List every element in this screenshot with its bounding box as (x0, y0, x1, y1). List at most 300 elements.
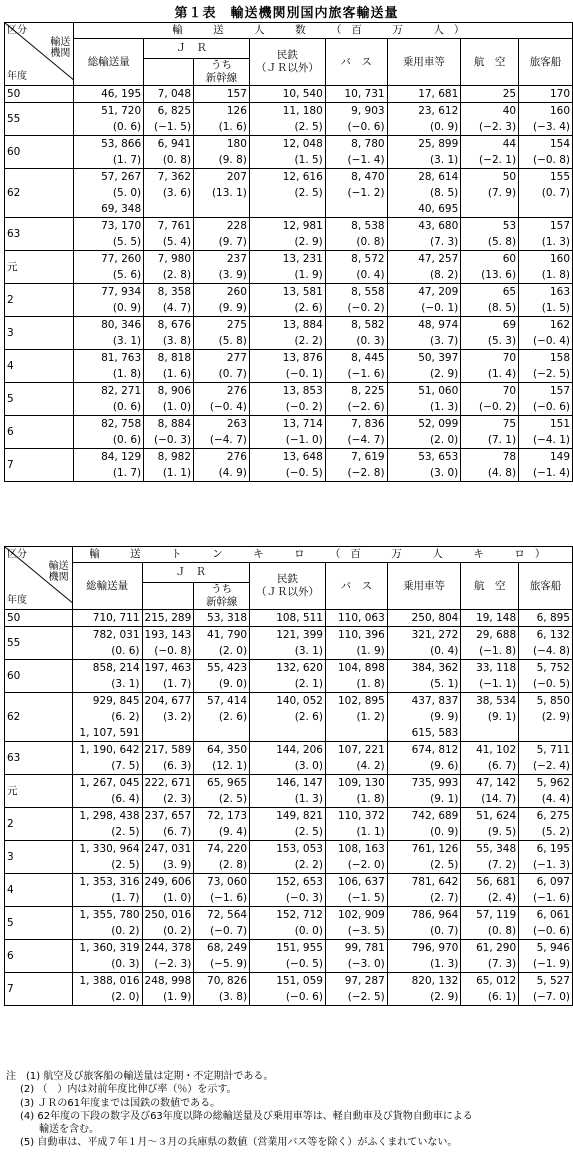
cell-air (461, 218, 519, 251)
row-year: 2 (5, 808, 73, 841)
cell-line: 12, 616 (282, 171, 323, 183)
cell-shin (194, 86, 250, 103)
cell-air (461, 907, 519, 940)
cell-line: (2. 6) (218, 711, 248, 723)
cell-shin (194, 350, 250, 383)
cell-car (387, 383, 461, 416)
cell-car (387, 251, 461, 284)
cell-car (387, 103, 461, 136)
cell-line: (1. 0) (163, 892, 192, 904)
cell-air (461, 350, 519, 383)
row-year: 4 (5, 874, 73, 907)
cell-line: 70, 826 (207, 975, 248, 987)
cell-line: (1. 7) (163, 678, 192, 690)
cell-line: (−1. 4) (347, 154, 385, 166)
cell-line: 109, 130 (338, 777, 385, 789)
cell-car (387, 449, 461, 482)
cell-line: 735, 993 (411, 777, 459, 789)
cell-line: (0. 9) (430, 826, 459, 838)
cell-line: 6, 825 (157, 105, 192, 117)
cell-ship (519, 317, 573, 350)
cell-line: (2. 3) (163, 793, 192, 805)
cell-line: 275 (226, 319, 247, 331)
cell-bus (325, 874, 387, 907)
cell-line: (1. 3) (430, 401, 459, 413)
cell-car (387, 218, 461, 251)
cell-ship (519, 841, 573, 874)
cell-line: (1. 2) (356, 711, 385, 723)
cell-line: (−2. 3) (479, 121, 517, 133)
cell-line: (0. 3) (111, 958, 140, 970)
cell-shin (194, 693, 250, 742)
cell-line: 162 (549, 319, 570, 331)
col-header-total: 総輸送量 (72, 563, 142, 610)
cell-ship (519, 610, 573, 627)
cell-line: 149 (549, 451, 570, 463)
cell-shin (194, 449, 250, 482)
cell-line: (−1. 0) (285, 434, 323, 446)
cell-shin (194, 775, 250, 808)
cell-bus (325, 610, 387, 627)
cell-line: 796, 970 (411, 942, 459, 954)
cell-total (74, 103, 144, 136)
cell-total (72, 907, 142, 940)
col-header-air: 航 空 (461, 39, 519, 86)
cell-line: (0. 0) (294, 925, 323, 937)
cell-line: 615, 583 (411, 727, 459, 739)
cell-line: (−0. 4) (209, 401, 247, 413)
page-title: 第１表 輸送機関別国内旅客輸送量 (174, 6, 399, 21)
cell-line: 53, 653 (418, 451, 459, 463)
cell-total (72, 660, 142, 693)
cell-line: (2. 6) (294, 302, 323, 314)
cell-car (387, 136, 461, 169)
cell-jr (142, 808, 194, 841)
cell-jr (144, 317, 194, 350)
cell-line: (−1. 6) (210, 892, 248, 904)
cell-total (72, 610, 142, 627)
cell-line: 29, 688 (476, 629, 517, 641)
cell-line: 61, 290 (476, 942, 517, 954)
note-4-cont: 輸送を含む。 (39, 1124, 99, 1136)
cell-jr (144, 383, 194, 416)
cell-private (249, 169, 325, 218)
cell-line: (2. 5) (294, 187, 323, 199)
cell-jr (142, 693, 194, 742)
cell-line: (1. 8) (112, 368, 142, 380)
cell-line: 1, 107, 591 (79, 727, 140, 739)
cell-line: 33, 118 (476, 662, 517, 674)
cell-air (461, 742, 519, 775)
cell-line: 250, 016 (144, 909, 192, 921)
cell-car (387, 350, 461, 383)
cell-line: 237, 657 (144, 810, 192, 822)
cell-shin (194, 218, 250, 251)
cell-line: (2. 9) (430, 368, 459, 380)
cell-ship (519, 103, 573, 136)
cell-line: (−3. 0) (347, 958, 385, 970)
cell-line: 155 (549, 171, 570, 183)
cell-private (250, 775, 326, 808)
cell-line: 321, 272 (411, 629, 459, 641)
cell-car (387, 841, 461, 874)
cell-line: 17, 681 (418, 88, 459, 100)
cell-bus (325, 907, 387, 940)
cell-line: 121, 399 (276, 629, 323, 641)
cell-line: 8, 558 (351, 286, 385, 298)
cell-line: (1. 6) (218, 121, 247, 133)
cell-line: (2. 5) (218, 793, 248, 805)
cell-bus (325, 317, 387, 350)
cell-bus (325, 627, 387, 660)
cell-ship (519, 449, 573, 482)
cell-line: 6, 275 (536, 810, 570, 822)
cell-line: (1. 6) (162, 368, 192, 380)
cell-line: 250, 804 (411, 612, 459, 624)
cell-line: 277 (226, 352, 247, 364)
cell-line: (0. 3) (356, 335, 385, 347)
cell-line: 1, 355, 780 (79, 909, 140, 921)
cell-shin (194, 874, 250, 907)
passenger-km-table (4, 546, 573, 1006)
cell-line: 248, 998 (144, 975, 192, 987)
cell-line: 78 (502, 451, 517, 463)
cell-line: 72, 564 (207, 909, 248, 921)
cell-bus (325, 218, 387, 251)
cell-total (72, 973, 142, 1006)
cell-line: (0. 7) (218, 368, 247, 380)
cell-line: (7. 3) (430, 236, 459, 248)
cell-line: (1. 8) (356, 678, 385, 690)
cell-line: (−1. 5) (347, 892, 385, 904)
cell-line: 207 (226, 171, 247, 183)
cell-total (72, 742, 142, 775)
cell-line: 8, 780 (351, 138, 385, 150)
table-row (5, 907, 573, 940)
cell-air (461, 693, 519, 742)
cell-jr (142, 775, 194, 808)
cell-line: (0. 6) (112, 121, 142, 133)
cell-line: (−7. 0) (532, 991, 570, 1003)
cell-line: 8, 225 (351, 385, 385, 397)
row-year: 7 (5, 449, 74, 482)
cell-line: 57, 119 (476, 909, 517, 921)
corner-nendo-label: 年度 (7, 71, 27, 82)
table-row (5, 218, 573, 251)
cell-line: 106, 637 (338, 876, 385, 888)
cell-line: 204, 677 (144, 695, 192, 707)
cell-line: 50 (502, 171, 517, 183)
cell-line: 8, 582 (351, 319, 385, 331)
row-year: 60 (5, 136, 74, 169)
cell-ship (519, 808, 573, 841)
cell-line: 51, 624 (476, 810, 517, 822)
cell-shin (194, 103, 250, 136)
cell-line: 7, 362 (157, 171, 192, 183)
note-5: (5) 自動車は、平成７年１月〜３月の兵庫県の数値（営業用バス等を除く）がふくまれていない。 (20, 1137, 458, 1149)
cell-shin (194, 169, 250, 218)
cell-shin (194, 627, 250, 660)
cell-line: (4. 2) (356, 760, 385, 772)
cell-private (249, 218, 325, 251)
cell-jr (144, 350, 194, 383)
cell-line: (−3. 4) (532, 121, 570, 133)
cell-line: 74, 220 (207, 843, 248, 855)
cell-car (387, 86, 461, 103)
cell-ship (519, 973, 573, 1006)
row-year: 50 (5, 86, 74, 103)
cell-line: (−2. 6) (347, 401, 385, 413)
cell-bus (325, 940, 387, 973)
passenger-count-table (4, 22, 573, 482)
cell-private (250, 907, 326, 940)
cell-line: (13. 6) (481, 269, 517, 281)
row-year: 3 (5, 841, 73, 874)
cell-line: 38, 534 (476, 695, 517, 707)
cell-line: (3. 2) (163, 711, 192, 723)
col-header-jr: ＪＲ (142, 563, 250, 583)
cell-car (387, 874, 461, 907)
cell-line: (−0. 6) (347, 121, 385, 133)
jr-blank-cell (144, 59, 194, 86)
cell-line: (9. 6) (430, 760, 459, 772)
cell-line: 44 (502, 138, 517, 150)
cell-line: 782, 031 (92, 629, 140, 641)
cell-line: 8, 572 (351, 253, 385, 265)
cell-line: 7, 836 (351, 418, 385, 430)
cell-line: 8, 982 (157, 451, 192, 463)
cell-line: (−0. 3) (154, 434, 192, 446)
cell-line: (1. 5) (541, 302, 570, 314)
cell-ship (519, 660, 573, 693)
col-header-bus: バ ス (325, 39, 387, 86)
cell-line: 151 (549, 418, 570, 430)
cell-ship (519, 416, 573, 449)
cell-line: 11, 180 (282, 105, 323, 117)
cell-line: 244, 378 (144, 942, 192, 954)
cell-line: 50, 397 (418, 352, 459, 364)
cell-line: (1. 7) (112, 467, 142, 479)
cell-line: (−0. 4) (532, 335, 570, 347)
cell-line: 82, 758 (101, 418, 142, 430)
cell-line: (6. 7) (487, 760, 517, 772)
cell-private (250, 808, 326, 841)
cell-line: 710, 711 (92, 612, 140, 624)
cell-line: 761, 126 (411, 843, 459, 855)
cell-line: 80, 346 (101, 319, 142, 331)
row-year: 6 (5, 416, 74, 449)
cell-line: (8. 5) (487, 302, 517, 314)
cell-air (461, 940, 519, 973)
cell-line: 8, 676 (157, 319, 192, 331)
cell-line: 157 (549, 220, 570, 232)
cell-bus (325, 841, 387, 874)
cell-line: 1, 298, 438 (79, 810, 140, 822)
cell-line: 65, 012 (476, 975, 517, 987)
cell-line: 858, 214 (92, 662, 140, 674)
cell-line: (2. 1) (294, 678, 323, 690)
cell-shin (194, 136, 250, 169)
cell-line: 237 (226, 253, 247, 265)
cell-total (74, 317, 144, 350)
cell-jr (144, 284, 194, 317)
cell-line: (5. 2) (541, 826, 570, 838)
cell-jr (144, 86, 194, 103)
cell-line: 146, 147 (276, 777, 323, 789)
cell-line: 151, 955 (276, 942, 323, 954)
cell-private (250, 973, 326, 1006)
cell-line: 47, 257 (418, 253, 459, 265)
cell-line: (−2. 5) (347, 991, 385, 1003)
cell-jr (142, 742, 194, 775)
cell-line: (9. 8) (218, 154, 247, 166)
col-header-total: 総輸送量 (74, 39, 144, 86)
cell-air (461, 251, 519, 284)
table-row (5, 742, 573, 775)
cell-line: (1. 9) (163, 991, 192, 1003)
cell-line: 102, 909 (338, 909, 385, 921)
cell-bus (325, 169, 387, 218)
cell-line: 152, 653 (276, 876, 323, 888)
cell-line: (2. 0) (218, 645, 248, 657)
cell-line: 73, 060 (207, 876, 248, 888)
cell-line: (1. 9) (294, 269, 323, 281)
cell-line: (0. 2) (163, 925, 192, 937)
cell-private (249, 136, 325, 169)
cell-line: (12. 1) (212, 760, 248, 772)
cell-line: 6, 097 (536, 876, 570, 888)
cell-line: 46, 195 (101, 88, 142, 100)
cell-shin (194, 251, 250, 284)
cell-line: 64, 350 (207, 744, 248, 756)
cell-car (387, 808, 461, 841)
row-year: 7 (5, 973, 73, 1006)
table-row (5, 973, 573, 1006)
cell-line: 82, 271 (101, 385, 142, 397)
col-header-jr: ＪＲ (144, 39, 250, 59)
cell-line: (7. 3) (487, 958, 517, 970)
cell-line: (3. 1) (430, 154, 459, 166)
cell-line: 60 (502, 253, 517, 265)
cell-line: (9. 9) (218, 302, 247, 314)
cell-line: (−0. 7) (210, 925, 248, 937)
cell-line: (5. 1) (430, 678, 459, 690)
row-year: 元 (5, 251, 74, 284)
cell-line: 152, 712 (276, 909, 323, 921)
cell-air (461, 775, 519, 808)
cell-line: 81, 763 (101, 352, 142, 364)
cell-line: 19, 148 (476, 612, 517, 624)
cell-line: (2. 0) (111, 991, 140, 1003)
cell-line: (−1. 2) (347, 187, 385, 199)
cell-line: 110, 063 (338, 612, 385, 624)
cell-line: (−0. 5) (285, 958, 323, 970)
cell-line: 77, 260 (101, 253, 142, 265)
col-header-ship: 旅客船 (519, 563, 573, 610)
cell-line: (9. 9) (430, 711, 459, 723)
cell-jr (142, 874, 194, 907)
cell-ship (519, 907, 573, 940)
cell-air (461, 610, 519, 627)
cell-air (461, 103, 519, 136)
cell-line: (1. 3) (541, 236, 570, 248)
row-year: 62 (5, 169, 74, 218)
cell-total (74, 169, 144, 218)
cell-air (461, 86, 519, 103)
cell-line: 742, 689 (411, 810, 459, 822)
cell-line: (1. 7) (111, 892, 140, 904)
cell-line: 13, 876 (282, 352, 323, 364)
cell-line: (−1. 6) (347, 368, 385, 380)
cell-line: 197, 463 (144, 662, 192, 674)
cell-line: 151, 059 (276, 975, 323, 987)
cell-line: (9. 1) (430, 793, 459, 805)
cell-private (250, 627, 326, 660)
cell-bus (325, 103, 387, 136)
table-row (5, 874, 573, 907)
cell-line: 70 (502, 352, 517, 364)
table-row (5, 350, 573, 383)
cell-line: (1. 7) (112, 154, 142, 166)
cell-line: 40, 695 (418, 203, 459, 215)
cell-line: (5. 5) (112, 236, 142, 248)
cell-line: 13, 648 (282, 451, 323, 463)
cell-line: (5. 4) (162, 236, 192, 248)
row-year: 6 (5, 940, 73, 973)
cell-line: 154 (549, 138, 570, 150)
table-row (5, 808, 573, 841)
cell-private (249, 383, 325, 416)
cell-line: 157 (226, 88, 247, 100)
cell-line: (−0. 5) (532, 678, 570, 690)
table-row (5, 841, 573, 874)
cell-line: (4. 4) (541, 793, 570, 805)
cell-line: (−2. 4) (532, 760, 570, 772)
cell-line: 153, 053 (276, 843, 323, 855)
cell-air (461, 136, 519, 169)
cell-line: (2. 9) (294, 236, 323, 248)
table-row (5, 251, 573, 284)
cell-line: (3. 9) (218, 269, 247, 281)
cell-private (249, 86, 325, 103)
cell-private (249, 350, 325, 383)
cell-line: 8, 470 (351, 171, 385, 183)
cell-line: 8, 445 (351, 352, 385, 364)
cell-bus (325, 86, 387, 103)
note-3: (3) ＪＲの61年度までは国鉄の数値である。 (20, 1097, 221, 1109)
cell-line: (2. 6) (294, 711, 323, 723)
cell-line: 102, 895 (338, 695, 385, 707)
cell-line: (−4. 8) (532, 645, 570, 657)
cell-line: 107, 221 (338, 744, 385, 756)
cell-bus (325, 660, 387, 693)
cell-line: (−2. 3) (154, 958, 192, 970)
cell-private (250, 693, 326, 742)
cell-line: 41, 102 (476, 744, 517, 756)
corner-kikan-label: 輸送 機関 (48, 561, 69, 583)
cell-shin (194, 284, 250, 317)
cell-line: 99, 781 (344, 942, 385, 954)
cell-bus (325, 693, 387, 742)
table-row (5, 317, 573, 350)
cell-line: 8, 818 (157, 352, 192, 364)
cell-car (387, 973, 461, 1006)
cell-line: (9. 5) (487, 826, 517, 838)
col-header-car: 乗用車等 (387, 563, 461, 610)
cell-ship (519, 775, 573, 808)
cell-line: (2. 5) (430, 859, 459, 871)
corner-kikan-label: 輸送 機関 (50, 37, 71, 59)
